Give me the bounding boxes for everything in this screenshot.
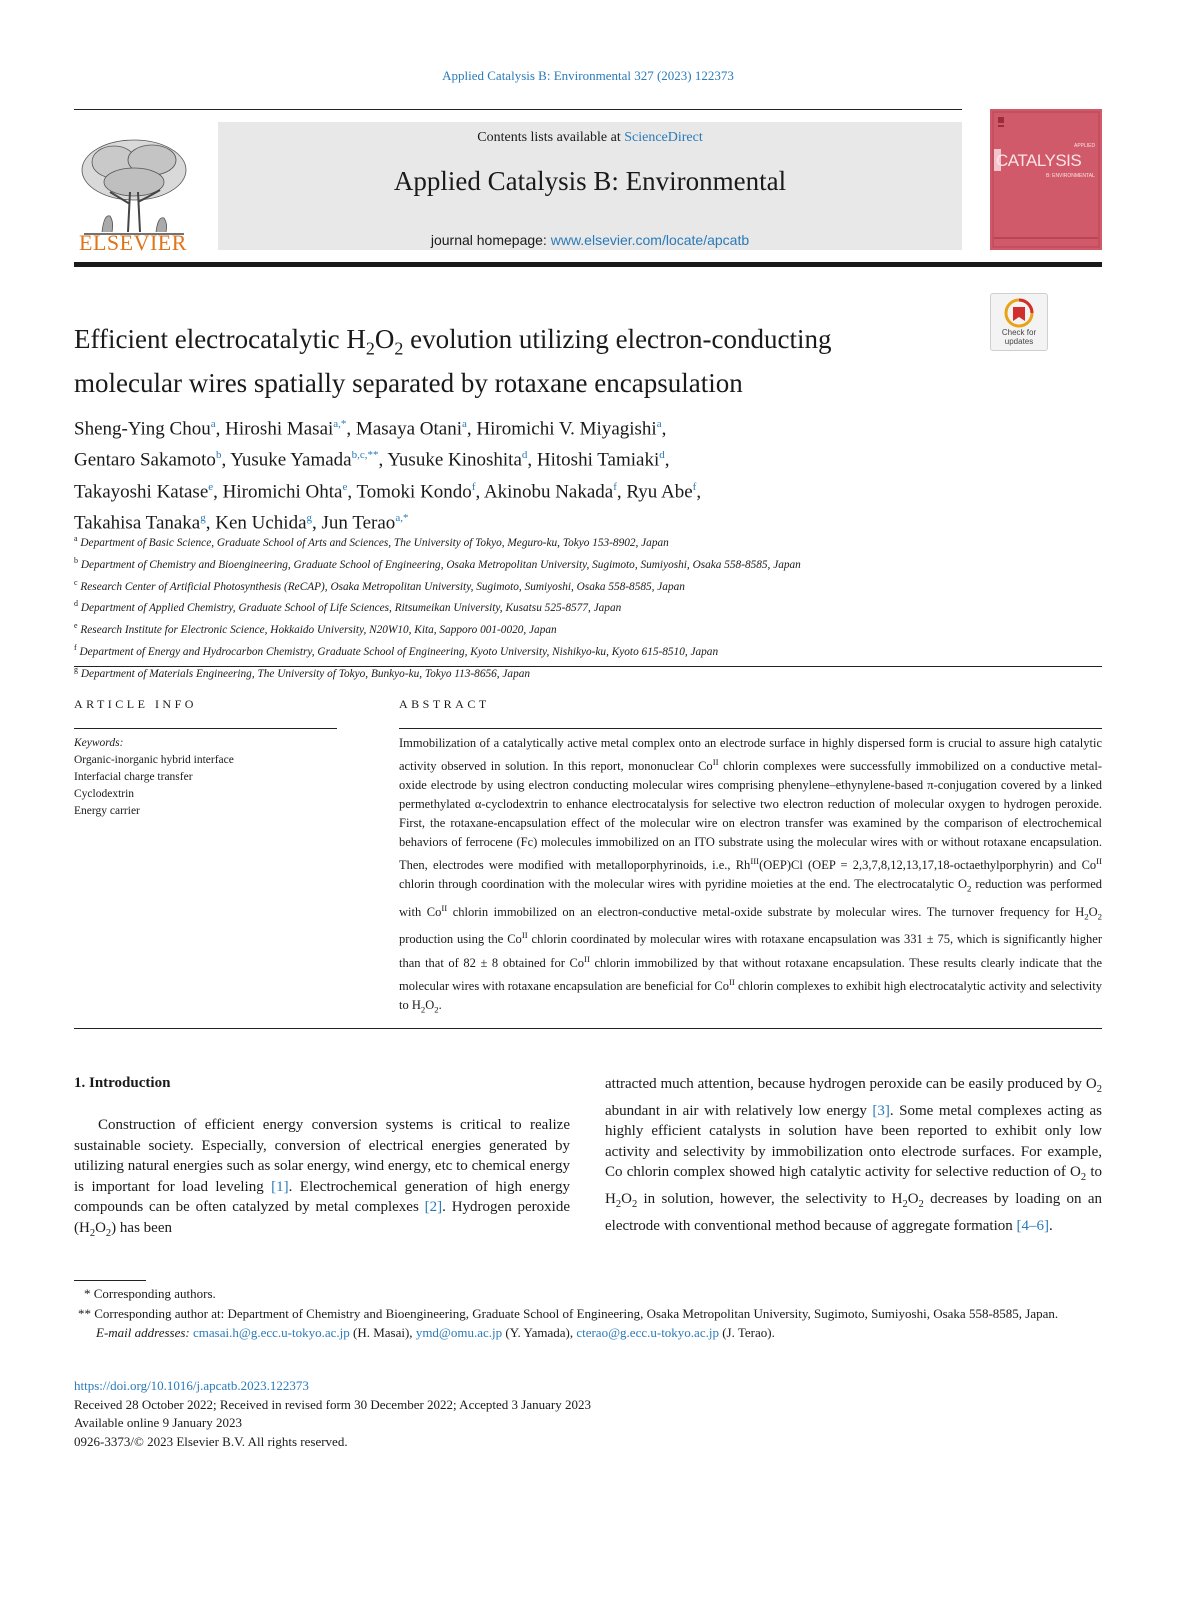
article-metadata xyxy=(74,1377,1102,1451)
affiliation-item xyxy=(74,574,1114,596)
author-name[interactable]: Akinobu Nakada xyxy=(483,480,614,502)
cover-title: CATALYSIS xyxy=(996,151,1082,170)
subscript: 2 xyxy=(89,1227,96,1239)
available-online: Available online 9 January 2023 xyxy=(74,1415,242,1430)
email-addresses xyxy=(74,1323,1102,1343)
footnotes xyxy=(74,1284,1102,1343)
affiliation-text: Research Institute for Electronic Science, Hokkaido University, N20W10, Kita, Sapporo 001-0020, Japan xyxy=(80,623,557,636)
check-for-updates-button[interactable] xyxy=(990,293,1048,351)
text-run: Construction of efficient energy conversion systems is critical to realize sustainable society. Especially, conversion of electrical energies generated by utilizing natural energies such as solar energy, wind energy, etc to chemical energy is important for load leveling xyxy=(74,1117,570,1195)
author-name[interactable]: Jun Terao xyxy=(321,512,396,534)
affiliation-list xyxy=(74,530,1114,682)
footnote-corresponding-address: ** Corresponding author at: Department of Chemistry and Bioengineering, Graduate School of Engineering, Osaka Metropolitan University, Sugimoto, Sumiyoshi, Osaka 558-8585, Japan. xyxy=(78,1305,1059,1321)
contents-prefix: Contents lists available at xyxy=(477,130,625,145)
author-affiliation-marker[interactable]: d xyxy=(659,449,665,462)
text-run: attracted much attention, because hydrogen peroxide can be easily produced by O xyxy=(605,1076,1097,1092)
affiliation-text: Research Center of Artificial Photosynthesis (ReCAP), Osaka Metropolitan University, Sugimoto, Sumiyoshi, Osaka 558-8585, Japan xyxy=(80,580,685,593)
superscript: III xyxy=(750,856,760,867)
text-run: O xyxy=(1088,904,1098,919)
title-line1-b: evolution utilizing electron-conducting xyxy=(403,324,832,354)
text-run: . xyxy=(1049,1217,1053,1234)
text-run: chlorin through coordination with the molecular wires with pyridine moieties at the end. The electrocatalytic O xyxy=(399,877,967,892)
section-rule xyxy=(74,666,1102,667)
footnote-rule xyxy=(74,1280,146,1281)
author-affiliation-marker[interactable]: a,* xyxy=(395,511,409,524)
text-run: chlorin complexes to exhibit high electrocatalytic activity and selectivity to H xyxy=(399,978,1102,1012)
introduction-paragraph-right xyxy=(605,1074,1102,1236)
keyword-item[interactable]: Organic-inorganic hybrid interface xyxy=(74,754,234,766)
author-name[interactable]: Gentaro Sakamoto xyxy=(74,449,216,471)
abstract-rule xyxy=(399,728,1102,729)
text-run: . Electrochemical generation of high energy compounds can be often catalyzed by metal complexes xyxy=(74,1178,570,1216)
text-run: to H xyxy=(605,1164,1103,1207)
affiliation-item xyxy=(74,661,1114,683)
author-line: Takayoshi Katase$^e$, Hiromichi Ohta$^e$, Tomoki Kondo$^f$, Akinobu Nakada$^f$, Ryu Abe$^f$, xyxy=(74,480,702,502)
email-link[interactable]: cterao@g.ecc.u-tokyo.ac.jp xyxy=(576,1325,719,1340)
header-thick-rule xyxy=(74,262,1102,267)
keyword-item[interactable]: Interfacial charge transfer xyxy=(74,771,193,783)
superscript: II xyxy=(584,953,590,964)
check-updates-line1: Check for xyxy=(1001,328,1037,337)
affiliation-marker: g xyxy=(74,664,78,674)
author-name[interactable]: Masaya Otani xyxy=(355,418,462,440)
copyright: 0926-3373/© 2023 Elsevier B.V. All rights reserved. xyxy=(74,1433,348,1449)
keywords-block xyxy=(74,735,337,820)
check-updates-label xyxy=(991,328,1047,346)
superscript: II xyxy=(712,757,719,767)
superscript: II xyxy=(441,902,448,913)
text-run: . Hydrogen peroxide (H xyxy=(74,1199,571,1236)
author-affiliation-marker[interactable]: a xyxy=(656,418,662,430)
subscript: 2 xyxy=(420,1004,426,1015)
title-subscript-2: 2 xyxy=(394,338,404,359)
author-name[interactable]: Hiroshi Masai xyxy=(225,418,334,440)
author-affiliation-marker[interactable]: b,c,** xyxy=(351,449,379,462)
subscript: 2 xyxy=(434,1004,439,1015)
author-affiliation-marker[interactable]: e xyxy=(342,480,348,493)
affiliation-item xyxy=(74,639,1114,661)
subscript: 2 xyxy=(105,1227,112,1239)
author-affiliation-marker[interactable]: b xyxy=(215,449,222,462)
article-title xyxy=(74,322,974,401)
author-name[interactable]: Yusuke Kinoshita xyxy=(387,449,522,471)
affiliation-marker: b xyxy=(74,555,78,565)
text-run: ) has been xyxy=(111,1219,172,1236)
journal-reference-link[interactable]: Applied Catalysis B: Environmental 327 (2023) 122373 xyxy=(442,68,734,83)
text-run: O xyxy=(425,997,435,1012)
header-rule xyxy=(74,109,962,110)
affiliation-marker: a xyxy=(74,534,78,543)
cover-small-text: APPLIED xyxy=(1074,143,1096,149)
subscript: 2 xyxy=(631,1198,638,1210)
superscript: II xyxy=(728,976,735,987)
author-name[interactable]: Yusuke Yamada xyxy=(230,449,352,471)
subscript: 2 xyxy=(1097,911,1102,922)
received-dates: Received 28 October 2022; Received in revised form 30 December 2022; Accepted 3 January 2023 xyxy=(74,1396,591,1412)
superscript: II xyxy=(1096,856,1102,867)
citation-link[interactable]: [2] xyxy=(424,1199,443,1216)
subscript: 2 xyxy=(1096,1084,1102,1095)
text-run: in solution, however, the selectivity to H xyxy=(637,1190,903,1207)
cover-artwork xyxy=(990,109,1102,250)
journal-cover-thumbnail[interactable] xyxy=(990,109,1102,250)
journal-homepage-link[interactable]: www.elsevier.com/locate/apcatb xyxy=(550,232,750,248)
author-name[interactable]: Hiromichi Ohta xyxy=(222,480,343,502)
affiliation-text: Department of Energy and Hydrocarbon Chemistry, Graduate School of Engineering, Kyoto University, Nishikyo-ku, Kyoto 615-8510, Japan xyxy=(79,645,719,658)
author-name[interactable]: Hitoshi Tamiaki xyxy=(536,449,660,471)
affiliation-text: Department of Chemistry and Bioengineering, Graduate School of Engineering, Osaka Metropolitan University, Sugimoto, Sumiyoshi, Osaka 558-8585, Japan xyxy=(80,558,801,571)
email-label: E-mail addresses: xyxy=(96,1325,190,1340)
title-subscript-1: 2 xyxy=(365,338,375,359)
title-line2: molecular wires spatially separated by rotaxane encapsulation xyxy=(74,368,743,399)
subscript: 2 xyxy=(1080,1172,1087,1184)
introduction-paragraph-left xyxy=(74,1115,570,1245)
introduction-right-column xyxy=(605,1074,1102,1236)
affiliation-marker: d xyxy=(74,599,78,609)
text-run: Immobilization of a catalytically active metal complex onto an electrode surface in highly dispersed form is crucial to assure high catalytic activity observed in solution. In this report, mononuclear Co xyxy=(399,736,1102,774)
author-affiliation-marker[interactable]: g xyxy=(306,511,313,524)
email-link[interactable]: cmasai.h@g.ecc.u-tokyo.ac.jp xyxy=(193,1325,350,1340)
title-o: O xyxy=(374,324,395,354)
text-run: reduction was performed with Co xyxy=(399,877,1102,919)
text-run: chlorin immobilized by that without rotaxane encapsulation. These results clearly indicate that the molecular wires with rotaxane encapsulation are beneficial for Co xyxy=(399,955,1103,993)
contents-line xyxy=(218,130,962,146)
text-run: . Some metal complexes acting as highly efficient catalysts in solution have been reported to exhibit only low activity and selectivity by immobilization onto electrode surfaces. For example, Co chlorin complex showed high catalytic activity for selective reduction of O xyxy=(605,1102,1102,1181)
affiliation-item xyxy=(74,595,1114,617)
subscript: 2 xyxy=(966,883,972,894)
author-affiliation-marker[interactable]: d xyxy=(521,449,528,462)
affiliation-item xyxy=(74,552,1114,574)
subscript: 2 xyxy=(615,1198,622,1210)
author-line: Gentaro Sakamoto$^b$, Yusuke Yamada$^{b,c,**}$, Yusuke Kinoshita$^d$, Hitoshi Tamiaki$^d$, xyxy=(74,449,670,471)
keyword-item[interactable]: Cyclodextrin xyxy=(74,788,135,800)
abstract-heading: ABSTRACT xyxy=(399,697,490,711)
author-name[interactable]: Ken Uchida xyxy=(215,512,307,534)
author-name[interactable]: Hiromichi V. Miyagishi xyxy=(476,418,657,440)
superscript: II xyxy=(521,930,528,941)
citation-link[interactable]: [4–6] xyxy=(1016,1217,1050,1234)
elsevier-wordmark: ELSEVIER xyxy=(79,230,187,255)
article-info-rule xyxy=(74,728,337,729)
journal-title: Applied Catalysis B: Environmental xyxy=(393,166,787,196)
text-run: chlorin complexes were successfully immobilized on a conductive metal-oxide electrode by using electron conducting molecular wires comprising phenylene–ethynylene-based π-conjugation covered by a linked permethylated α-cyclodextrin to enhance electrocatalysis for selective two electron reduction of molecular oxygen to hydrogen peroxide. First, the rotaxane-encapsulation effect of the molecular wire on electron transfer was examined by the comparison of electrochemical behaviors of ferrocene (Fc) molecules immobilized on an ITO substrate using the molecular wires with or without rotaxane encapsulation. Then, electrodes were modified with metalloporphyrinoids, i.e., Rh xyxy=(399,759,1102,873)
text-run: (OEP)Cl (OEP = 2,3,7,8,12,13,17,18-octaethylporphyrin) and Co xyxy=(759,858,1097,873)
author-affiliation-marker[interactable]: a xyxy=(210,418,216,430)
abstract-text xyxy=(399,734,1102,1019)
author-affiliation-marker[interactable]: a xyxy=(461,418,467,430)
author-name[interactable]: Tomoki Kondo xyxy=(356,480,472,502)
sciencedirect-link[interactable]: ScienceDirect xyxy=(624,130,703,145)
text-run: production using the Co xyxy=(399,932,522,947)
text-run: O xyxy=(907,1190,919,1207)
text-run: . xyxy=(438,997,442,1012)
author-name[interactable]: Ryu Abe xyxy=(626,480,693,502)
affiliation-text: Department of Basic Science, Graduate School of Arts and Sciences, The University of Tokyo, Meguro-ku, Tokyo 153-8902, Japan xyxy=(80,536,669,549)
check-updates-icon xyxy=(991,296,1047,330)
doi-link[interactable]: https://doi.org/10.1016/j.apcatb.2023.122373 xyxy=(74,1378,309,1393)
keywords-label: Keywords: xyxy=(74,737,124,749)
author-name[interactable]: Sheng-Ying Chou xyxy=(74,418,211,440)
email-owner: (J. Terao). xyxy=(718,1325,775,1340)
author-line: Sheng-Ying Chou$^a$, Hiroshi Masai$^{a,*}$, Masaya Otani$^a$, Hiromichi V. Miyagishi$^a$, xyxy=(74,418,667,440)
footnote-corresponding: * Corresponding authors. xyxy=(84,1286,216,1301)
text-run: decreases by loading on an electrode with conventional method because of aggregate formation xyxy=(605,1190,1103,1234)
affiliation-marker: c xyxy=(74,577,78,587)
homepage-line xyxy=(218,232,962,248)
affiliation-marker: f xyxy=(74,642,77,652)
subscript: 2 xyxy=(918,1198,924,1210)
author-affiliation-marker[interactable]: g xyxy=(200,511,206,524)
subscript: 2 xyxy=(1084,911,1089,922)
affiliation-marker: e xyxy=(74,621,78,631)
author-list xyxy=(74,411,974,536)
author-affiliation-marker[interactable]: a,* xyxy=(333,418,347,430)
email-link[interactable]: ymd@omu.ac.jp xyxy=(415,1325,503,1340)
email-owner: (H. Masai), xyxy=(349,1325,416,1340)
email-owner: (Y. Yamada), xyxy=(502,1325,577,1340)
author-name[interactable]: Takahisa Tanaka xyxy=(74,512,201,534)
author-affiliation-marker[interactable]: f xyxy=(613,480,617,493)
keyword-item[interactable]: Energy carrier xyxy=(74,805,140,817)
text-run: abundant in air with relatively low energy xyxy=(605,1102,873,1119)
author-affiliation-marker[interactable]: f xyxy=(692,480,697,493)
citation-link[interactable]: [1] xyxy=(271,1178,289,1195)
citation-link[interactable]: [3] xyxy=(872,1102,890,1119)
affiliation-item xyxy=(74,530,1114,552)
affiliation-text: Department of Materials Engineering, The University of Tokyo, Bunkyo-ku, Tokyo 113-8656, Japan xyxy=(80,667,531,680)
article-info-heading: ARTICLE INFO xyxy=(74,697,197,711)
title-line1-a: Efficient electrocatalytic H xyxy=(74,324,366,354)
subscript: 2 xyxy=(902,1198,908,1210)
journal-banner xyxy=(218,122,962,250)
author-affiliation-marker[interactable]: f xyxy=(471,480,476,493)
homepage-prefix: journal homepage: xyxy=(430,232,551,248)
introduction-left-column xyxy=(74,1115,570,1245)
author-line: Takahisa Tanaka$^g$, Ken Uchida$^g$, Jun Terao$^{a,*}$ xyxy=(74,511,409,534)
affiliation-item xyxy=(74,617,1114,639)
text-run: O xyxy=(621,1190,632,1207)
text-run: chlorin coordinated by molecular wires with rotaxane encapsulation was 331 ± 75, which is significantly higher than that of 82 ± 8 obtained for Co xyxy=(399,932,1102,970)
text-run: O xyxy=(95,1219,106,1236)
check-updates-line2: updates xyxy=(1004,337,1034,346)
abstract-bottom-rule xyxy=(74,1028,1102,1029)
author-name[interactable]: Takayoshi Katase xyxy=(74,480,209,502)
affiliation-text: Department of Applied Chemistry, Graduate School of Life Sciences, Ritsumeikan University, Kusatsu 525-8577, Japan xyxy=(80,602,622,615)
author-affiliation-marker[interactable]: e xyxy=(208,480,214,493)
cover-subtitle: B: ENVIRONMENTAL xyxy=(1046,173,1095,179)
introduction-heading: 1. Introduction xyxy=(74,1075,171,1091)
text-run: chlorin immobilized on an electron-conductive metal-oxide substrate by molecular wires. The turnover frequency for H xyxy=(447,904,1085,919)
